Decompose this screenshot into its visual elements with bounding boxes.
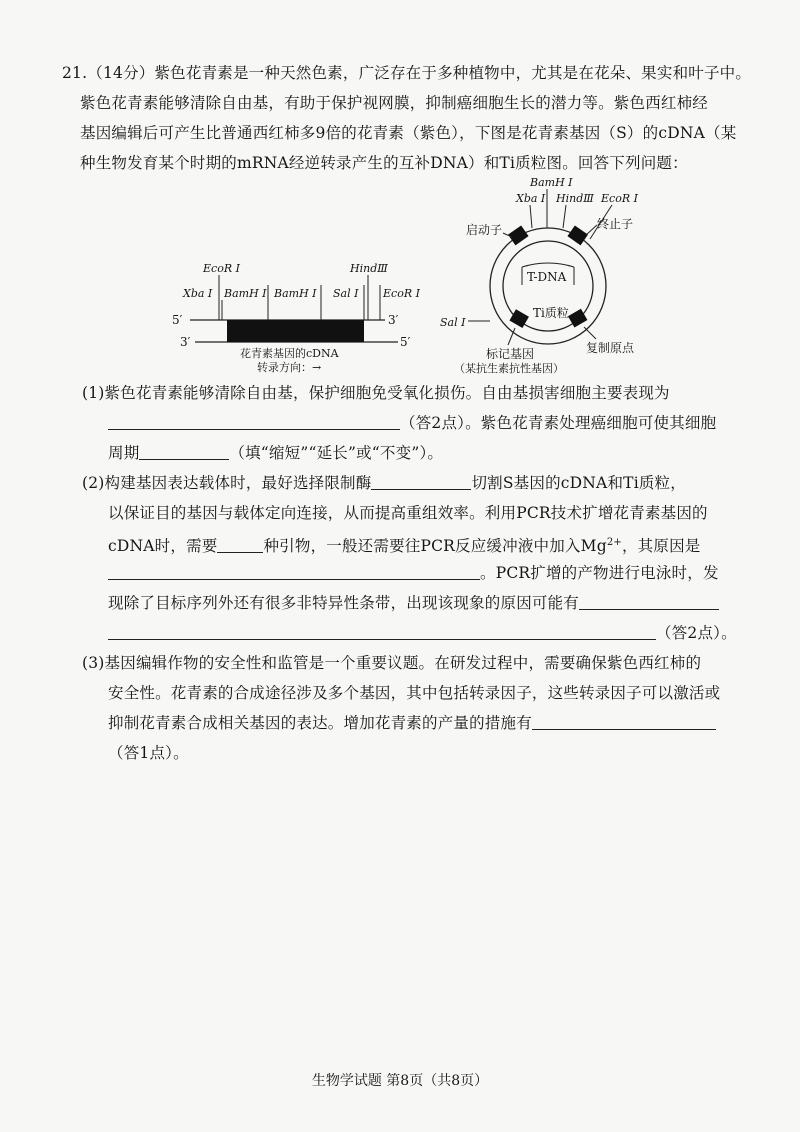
tdna-arc-top <box>522 263 574 267</box>
q3-line-2: 安全性。花青素的合成途径涉及多个基因，其中包括转录因子，这些转录因子可以激活或 <box>108 684 721 702</box>
q2-line-3 <box>108 532 701 557</box>
q2-answer-blank-3[interactable] <box>108 563 480 580</box>
cdna-direction: 转录方向：→ <box>257 361 322 374</box>
q2-line-6-tail: （答2点）。 <box>656 624 737 642</box>
q1-line-3-tail: （填“缩短”“延长”或“不变”）。 <box>229 444 444 462</box>
q1-line-2-text: （答2点）。紫色花青素处理癌细胞可使其细胞 <box>400 414 717 432</box>
cdna-site-xbai: Xba I <box>183 287 213 300</box>
origin-leader <box>584 327 596 339</box>
q2-answer-blank-2[interactable] <box>217 536 263 553</box>
plasmid-marker-label: 标记基因 <box>486 347 535 361</box>
gene-diagram <box>0 175 800 380</box>
intro-line-1: 21.（14分）紫色花青素是一种天然色素，广泛存在于多种植物中，尤其是在花朵、果实和叶子中。 <box>62 64 752 82</box>
plasmid-marker-note: （某抗生素抗性基因） <box>454 362 564 375</box>
cdna-site-hindiii: HindⅢ <box>350 262 388 275</box>
promoter-block <box>508 225 529 245</box>
q2-line-1-tail: 切割S基因的cDNA和Ti质粒， <box>471 474 686 492</box>
plasmid-name: Ti质粒 <box>533 306 569 320</box>
plasmid-site-bamhi: BamH I <box>530 176 573 189</box>
cdna-site-ecori-left: EcoR I <box>203 262 240 275</box>
plasmid-site-ecori: EcoR I <box>601 192 638 205</box>
cdna-end-5-left: 5′ <box>172 313 183 327</box>
cdna-caption: 花青素基因的cDNA <box>240 347 339 360</box>
tick-plasmid-hindiii <box>563 205 566 228</box>
plasmid-site-sali: Sal I <box>440 316 466 329</box>
intro-line-2: 紫色花青素能够清除自由基，有助于保护视网膜，抑制癌细胞生长的潜力等。紫色西红柿经 <box>80 94 709 112</box>
plasmid-origin-label: 复制原点 <box>586 341 635 355</box>
q2-line-3-mid: 种引物，一般还需要往PCR反应缓冲液中加入Mg <box>263 537 607 556</box>
q2-line-1 <box>82 472 686 494</box>
q2-line-5-text: 现除了目标序列外还有很多非特异性条带，出现该现象的原因可能有 <box>108 594 580 612</box>
cdna-end-3-right: 3′ <box>388 313 399 327</box>
q1-line-2 <box>108 412 716 434</box>
plasmid-outer-ring <box>490 228 606 344</box>
cdna-site-bamhi-2: BamH I <box>274 287 317 300</box>
q3-line-3 <box>108 712 716 734</box>
page-footer: 生物学试题 第8页（共8页） <box>311 1073 489 1089</box>
cdna-site-bamhi-1: BamH I <box>224 287 267 300</box>
tick-plasmid-xbai <box>530 205 532 228</box>
cdna-end-3-left: 3′ <box>180 335 191 349</box>
q3-line-1: (3)基因编辑作物的安全性和监管是一个重要议题。在研发过程中，需要确保紫色西红柿的 <box>82 654 702 672</box>
q3-answer-blank[interactable] <box>532 713 716 730</box>
plasmid-site-xbai: Xba I <box>516 192 546 205</box>
cdna-site-ecori-right: EcoR I <box>383 287 420 300</box>
q2-line-3-tail: ，其原因是 <box>621 537 701 556</box>
q2-answer-blank-1[interactable] <box>371 473 471 490</box>
q2-answer-blank-5[interactable] <box>108 623 656 640</box>
q2-line-4-tail: 。PCR扩增的产物进行电泳时，发 <box>480 564 719 582</box>
q2-line-1-head: (2)构建基因表达载体时，最好选择限制酶 <box>82 474 372 492</box>
plasmid-terminator-label: 终止子 <box>597 217 634 231</box>
plasmid-promoter-label: 启动子 <box>466 223 503 237</box>
q2-line-5 <box>108 592 719 614</box>
cdna-end-5-right: 5′ <box>400 335 411 349</box>
q2-mg-charge: 2+ <box>606 537 622 548</box>
q2-line-6 <box>108 622 737 644</box>
terminator-block <box>567 225 588 245</box>
intro-line-4: 种生物发育某个时期的mRNA经逆转录产生的互补DNA）和Ti质粒图。回答下列问题： <box>80 154 688 172</box>
plasmid-tdna-label: T-DNA <box>527 270 567 284</box>
q1-answer-blank-2[interactable] <box>139 443 229 460</box>
cdna-gene-block <box>227 320 364 342</box>
q2-line-3-head: cDNA时，需要 <box>108 537 218 556</box>
intro-line-3: 基因编辑后可产生比普通西红柿多9倍的花青素（紫色），下图是花青素基因（S）的cDNA（某 <box>80 124 737 142</box>
q1-answer-blank-1[interactable] <box>108 413 400 430</box>
ti-plasmid-figure <box>440 176 639 375</box>
q1-line-3-head: 周期 <box>108 444 140 462</box>
cdna-figure <box>172 262 421 374</box>
cdna-site-sali: Sal I <box>333 287 359 300</box>
q3-line-4: （答1点）。 <box>108 744 189 762</box>
q1-line-1: (1)紫色花青素能够清除自由基，保护细胞免受氧化损伤。自由基损害细胞主要表现为 <box>82 384 670 402</box>
q2-answer-blank-4[interactable] <box>579 593 719 610</box>
q2-line-4 <box>108 562 719 584</box>
q1-line-3 <box>108 442 443 464</box>
q3-line-3-text: 抑制花青素合成相关基因的表达。增加花青素的产量的措施有 <box>108 714 532 732</box>
q2-line-2: 以保证目的基因与载体定向连接，从而提高重组效率。利用PCR技术扩增花青素基因的 <box>108 504 708 522</box>
plasmid-site-hindiii: HindⅢ <box>556 192 594 205</box>
